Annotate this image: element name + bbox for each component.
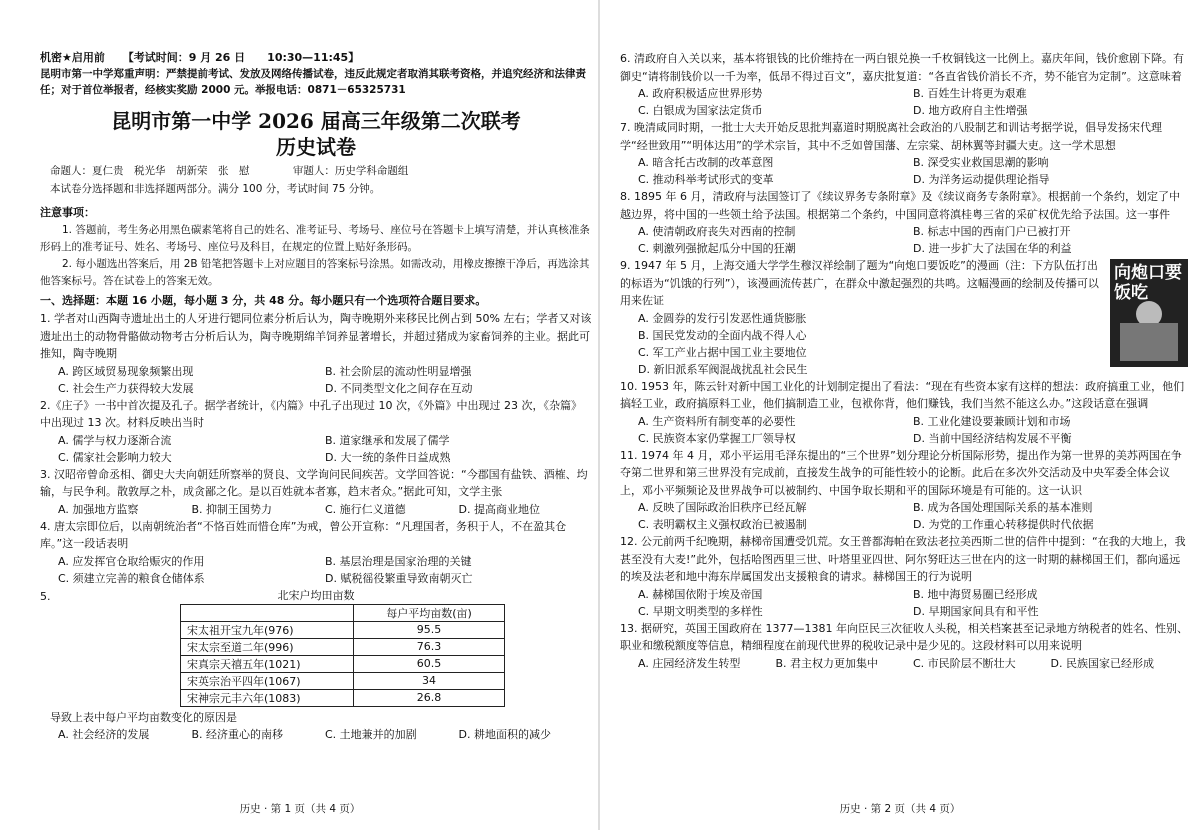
- option-c: C. 民族资本家仍掌握工厂领导权: [638, 431, 796, 445]
- option-c: C. 刺激列强掀起瓜分中国的狂潮: [638, 242, 796, 255]
- question-10: [620, 378, 1188, 447]
- table-cell-reign: 宋真宗天禧五年(1021): [181, 655, 354, 672]
- question-3: [40, 466, 592, 518]
- option-d: D. 新旧派系军阀混战扰乱社会民生: [638, 362, 808, 376]
- question-stem: 导致上表中每户平均亩数变化的原因是: [50, 710, 237, 724]
- question-8: [620, 188, 1188, 257]
- authors: 命题人：夏仁贵 税光华 胡新荣 张 慰: [50, 165, 250, 177]
- exam-time: 【考试时间：9 月 26 日 10:30—11:45】: [122, 51, 360, 64]
- option-a: A. 应发挥官仓取给赈灾的作用: [58, 554, 205, 568]
- section-heading: 一、选择题：本题 16 小题，每小题 3 分，共 48 分。每小题只有一个选项符合题目要求。: [40, 294, 487, 307]
- exam-subtitle: 历史试卷: [276, 135, 356, 159]
- exam-intro: 本试卷分选择题和非选择题两部分。满分 100 分，考试时间 75 分钟。: [50, 183, 381, 195]
- option-a: A. 加强地方监察: [58, 502, 139, 516]
- option-a: A. 金圆券的发行引发恶性通货膨胀: [638, 311, 807, 325]
- question-stem: 8. 1895 年 6 月，清政府与法国签订了《续议界务专条附章》及《续议商务专条附章》。根据前一个条约，划定了中越边界，将中国的一些领土给予法国。根据第二个条约，中国同意将滇桂粤三省的采矿权优先给予法国。这一事件: [620, 190, 1180, 221]
- option-a: A. 庄园经济发生转型: [638, 656, 741, 670]
- option-a: A. 赫梯国依附于埃及帝国: [638, 587, 763, 601]
- option-d: D. 早期国家间具有和平性: [913, 604, 1039, 618]
- option-c: C. 军工产业占据中国工业主要地位: [638, 345, 807, 359]
- page-footer: 历史 · 第 1 页（共 4 页）: [239, 803, 361, 815]
- question-2: [40, 397, 592, 466]
- option-b: B. 标志中国的西南门户已被打开: [913, 225, 1071, 238]
- question-stem: 7. 晚清咸同时期，一批士大夫开始反思批判嘉道时期脱离社会政治的八股制艺和训诂考据学说，倡导发扬宋代理学“经世致用”“明体达用”的学术宗旨，其中不乏如曾国藩、左宗棠、胡林翼等封疆大吏。这一学术思想: [620, 121, 1162, 152]
- question-stem: 10. 1953 年，陈云针对新中国工业化的计划制定提出了看法：“现在有些资本家有这样的想法：政府搞重工业，他们搞轻工业，政府搞原料工业，他们搞制造工业，包袱你背，他们赚钱，我们当然不能这么办。”这段话意在强调: [620, 379, 1185, 410]
- land-table: [180, 604, 505, 707]
- question-stem: 11. 1974 年 4 月，邓小平运用毛泽东提出的“三个世界”划分理论分析国际形势，提出作为第一世界的美苏两国在争夺第二世界和第三世界没有完成前，直接发生战争的可能性较小的论断。此后在多次外交活动及中央军委全体会议上，邓小平频频论及世界战争可以被制约、中国争取长期和平的国际环境是有可能的。这一认识: [620, 448, 1182, 497]
- secret-label: 机密★启用前: [40, 51, 105, 64]
- option-b: B. 经济重心的南移: [191, 728, 284, 741]
- question-5: [40, 588, 592, 744]
- option-a: A. 跨区域贸易现象频繁出现: [58, 364, 194, 378]
- option-b: B. 基层治理是国家治理的关键: [325, 554, 472, 568]
- table-cell-value: 26.8: [354, 689, 505, 706]
- question-number: 5.: [40, 589, 51, 603]
- question-stem: 9. 1947 年 5 月，上海交通大学学生穆汉祥绘制了题为“向炮口要饭吃”的漫画（注：下方队伍打出的标语为“饥饿的行列”），该漫画流传甚广，在群众中激起强烈的共鸣。这幅漫画的绘制及传播可以用来佐证: [620, 259, 1099, 307]
- question-9: [620, 257, 1188, 378]
- option-c: C. 土地兼并的加剧: [325, 728, 417, 741]
- option-c: C. 须建立完善的粮食仓储体系: [58, 571, 205, 585]
- table-cell-reign: 宋英宗治平四年(1067): [181, 672, 354, 689]
- option-a: A. 反映了国际政治旧秩序已经瓦解: [638, 501, 807, 514]
- table-row: [181, 672, 505, 689]
- table-row: [181, 689, 505, 706]
- notice-item-1: 1. 答题前，考生务必用黑色碳素笔将自己的姓名、准考证号、考场号、座位号在答题卡上填写清楚，并认真核准条形码上的准考证号、姓名、考场号、座位号及科目，在规定的位置上贴好条形码。: [40, 224, 590, 253]
- option-d: D. 提高商业地位: [458, 502, 540, 516]
- exam-header: [40, 50, 592, 66]
- option-b: B. 百姓生计将更为艰难: [913, 87, 1027, 100]
- option-c: C. 白银成为国家法定货币: [638, 104, 763, 117]
- school-statement: 昆明市第一中学郑重声明：严禁提前考试、发放及网络传播试卷，违反此规定者取消其联考资格，并追究经济和法律责任；对于首位举报者，经核实奖励 2000 元。举报电话：0871－65325731: [40, 68, 586, 96]
- exam-title: 昆明市第一中学 2026 届高三年级第二次联考: [111, 109, 521, 133]
- option-d: D. 不同类型文化之间存在互动: [325, 381, 473, 395]
- option-a: A. 生产资料所有制变革的必要性: [638, 414, 796, 428]
- option-c: C. 儒家社会影响力较大: [58, 450, 172, 464]
- question-13: [620, 620, 1188, 672]
- table-cell-value: 60.5: [354, 655, 505, 672]
- table-header: 每户平均亩数(亩): [354, 604, 505, 621]
- table-row: [181, 621, 505, 638]
- question-stem: 6. 清政府自入关以来，基本将银钱的比价维持在一两白银兑换一千枚铜钱这一比例上。嘉庆年间，钱价愈剧下降。有御史“请将制钱价以一千为率，低昂不得过百文”，嘉庆批复道：“各直省钱价消长不齐，势不能官为定制”。这意味着: [620, 52, 1184, 83]
- question-4: [40, 518, 592, 587]
- option-c: C. 施行仁义道德: [325, 502, 406, 516]
- option-b: B. 工业化建设要兼顾计划和市场: [913, 414, 1071, 428]
- table-header-empty: [181, 604, 354, 621]
- question-7: [620, 119, 1188, 188]
- option-c: C. 表明霸权主义强权政治已被遏制: [638, 518, 807, 531]
- option-b: B. 道家继承和发展了儒学: [325, 433, 450, 447]
- option-a: A. 社会经济的发展: [58, 728, 150, 741]
- option-c: C. 早期文明类型的多样性: [638, 604, 763, 618]
- option-d: D. 地方政府自主性增强: [913, 104, 1028, 117]
- option-b: B. 抑制王国势力: [191, 502, 273, 516]
- reviewer: 审题人：历史学科命题组: [292, 165, 409, 177]
- option-d: D. 大一统的条件日益成熟: [325, 450, 451, 464]
- page-footer: 历史 · 第 2 页（共 4 页）: [839, 803, 961, 815]
- table-row: [181, 638, 505, 655]
- notice-heading: 注意事项：: [40, 206, 95, 219]
- option-c: C. 推动科举考试形式的变革: [638, 173, 774, 186]
- option-a: A. 政府积极适应世界形势: [638, 87, 763, 100]
- option-b: B. 国民党发动的全面内战不得人心: [638, 328, 807, 342]
- question-stem: 13. 据研究，英国王国政府在 1377—1381 年向臣民三次征收人头税，相关档案甚至记录地方纳税者的姓名、性别、职业和缴税额度等信息，精细程度在前现代世界的税收记录中是少见的。这段材料可以用来说明: [620, 621, 1188, 652]
- option-c: C. 社会生产力获得较大发展: [58, 381, 194, 395]
- question-12: [620, 533, 1188, 620]
- option-b: B. 君主权力更加集中: [775, 656, 879, 670]
- table-title: 北宋户均田亩数: [277, 588, 355, 602]
- table-row: [181, 655, 505, 672]
- option-c: C. 市民阶层不断壮大: [913, 656, 1016, 670]
- option-b: B. 成为各国处理国际关系的基本准则: [913, 501, 1093, 514]
- option-a: A. 使清朝政府丧失对西南的控制: [638, 225, 796, 238]
- option-d: D. 民族国家已经形成: [1050, 656, 1154, 670]
- cartoon-image: [1110, 259, 1188, 367]
- table-cell-value: 34: [354, 672, 505, 689]
- option-d: D. 为洋务运动提供理论指导: [913, 173, 1050, 186]
- table-cell-reign: 宋太宗至道二年(996): [181, 638, 354, 655]
- cartoon-caption: 向炮口要饭吃: [1114, 263, 1182, 303]
- question-1: [40, 310, 592, 397]
- table-cell-reign: 宋神宗元丰六年(1083): [181, 689, 354, 706]
- question-11: [620, 447, 1188, 534]
- page-2: [600, 0, 1200, 830]
- cartoon-shape: [1120, 323, 1178, 361]
- table-cell-value: 95.5: [354, 621, 505, 638]
- question-stem: 2.《庄子》一书中首次提及孔子。据学者统计，《内篇》中孔子出现过 10 次，《外篇》中出现过 23 次，《杂篇》中出现过 13 次。材料反映出当时: [40, 398, 582, 429]
- option-b: B. 地中海贸易圈已经形成: [913, 587, 1038, 601]
- option-d: D. 为党的工作重心转移提供时代依据: [913, 518, 1094, 531]
- notice-item-2: 2. 每小题选出答案后，用 2B 铅笔把答题卡上对应题目的答案标号涂黑。如需改动，用橡皮擦擦干净后，再选涂其他答案标号。答在试卷上的答案无效。: [40, 258, 590, 287]
- question-6: [620, 50, 1188, 119]
- question-stem: 1. 学者对山西陶寺遗址出土的人牙进行锶同位素分析后认为，陶寺晚期外来移民比例占到 50% 左右；学者又对该遗址出土的动物骨骼做动物考古分析后认为，陶寺晚期绵羊饲养显著增长，并超过猪成为家畜饲养的主业。据此可推知，陶寺晚期: [40, 312, 592, 360]
- question-stem: 3. 汉昭帝曾命丞相、御史大夫向朝廷所察举的贤良、文学询问民间疾苦。文学回答说：“今郡国有盐铁、酒榷、均输，与民争利。散敦厚之朴，成贪鄙之化。是以百姓就本者寡，趋末者众。”据此可知，文学主张: [40, 467, 588, 498]
- question-stem: 12. 公元前两千纪晚期，赫梯帝国遭受饥荒。女王普都海帕在致法老拉美西斯二世的信件中提到：“在我的大地上，我甚至没有大麦!”此外，包括哈图西里三世、叶塔里亚四世、阿尔努旺达三世在内的这一时期的赫梯国王们，都向遥远的埃及法老和地中海东岸属国发出支援粮食的请求。赫梯国王的行为说明: [620, 535, 1186, 583]
- table-cell-reign: 宋太祖开宝九年(976): [181, 621, 354, 638]
- question-stem: 4. 唐太宗即位后，以南朝统治者“不恪百姓而惜仓库”为戒，曾公开宣称：“凡理国者，务积于人，不在盈其仓库。”这一段话表明: [40, 519, 567, 550]
- authors-line: [40, 162, 592, 180]
- option-d: D. 赋税徭役繁重导致南朝灭亡: [325, 571, 473, 585]
- table-cell-value: 76.3: [354, 638, 505, 655]
- option-b: B. 深受实业救国思潮的影响: [913, 156, 1049, 169]
- option-d: D. 耕地面积的减少: [458, 728, 551, 741]
- option-b: B. 社会阶层的流动性明显增强: [325, 364, 472, 378]
- option-a: A. 暗含托古改制的改革意图: [638, 156, 774, 169]
- option-d: D. 当前中国经济结构发展不平衡: [913, 431, 1072, 445]
- option-d: D. 进一步扩大了法国在华的利益: [913, 242, 1072, 255]
- option-a: A. 儒学与权力逐渐合流: [58, 433, 172, 447]
